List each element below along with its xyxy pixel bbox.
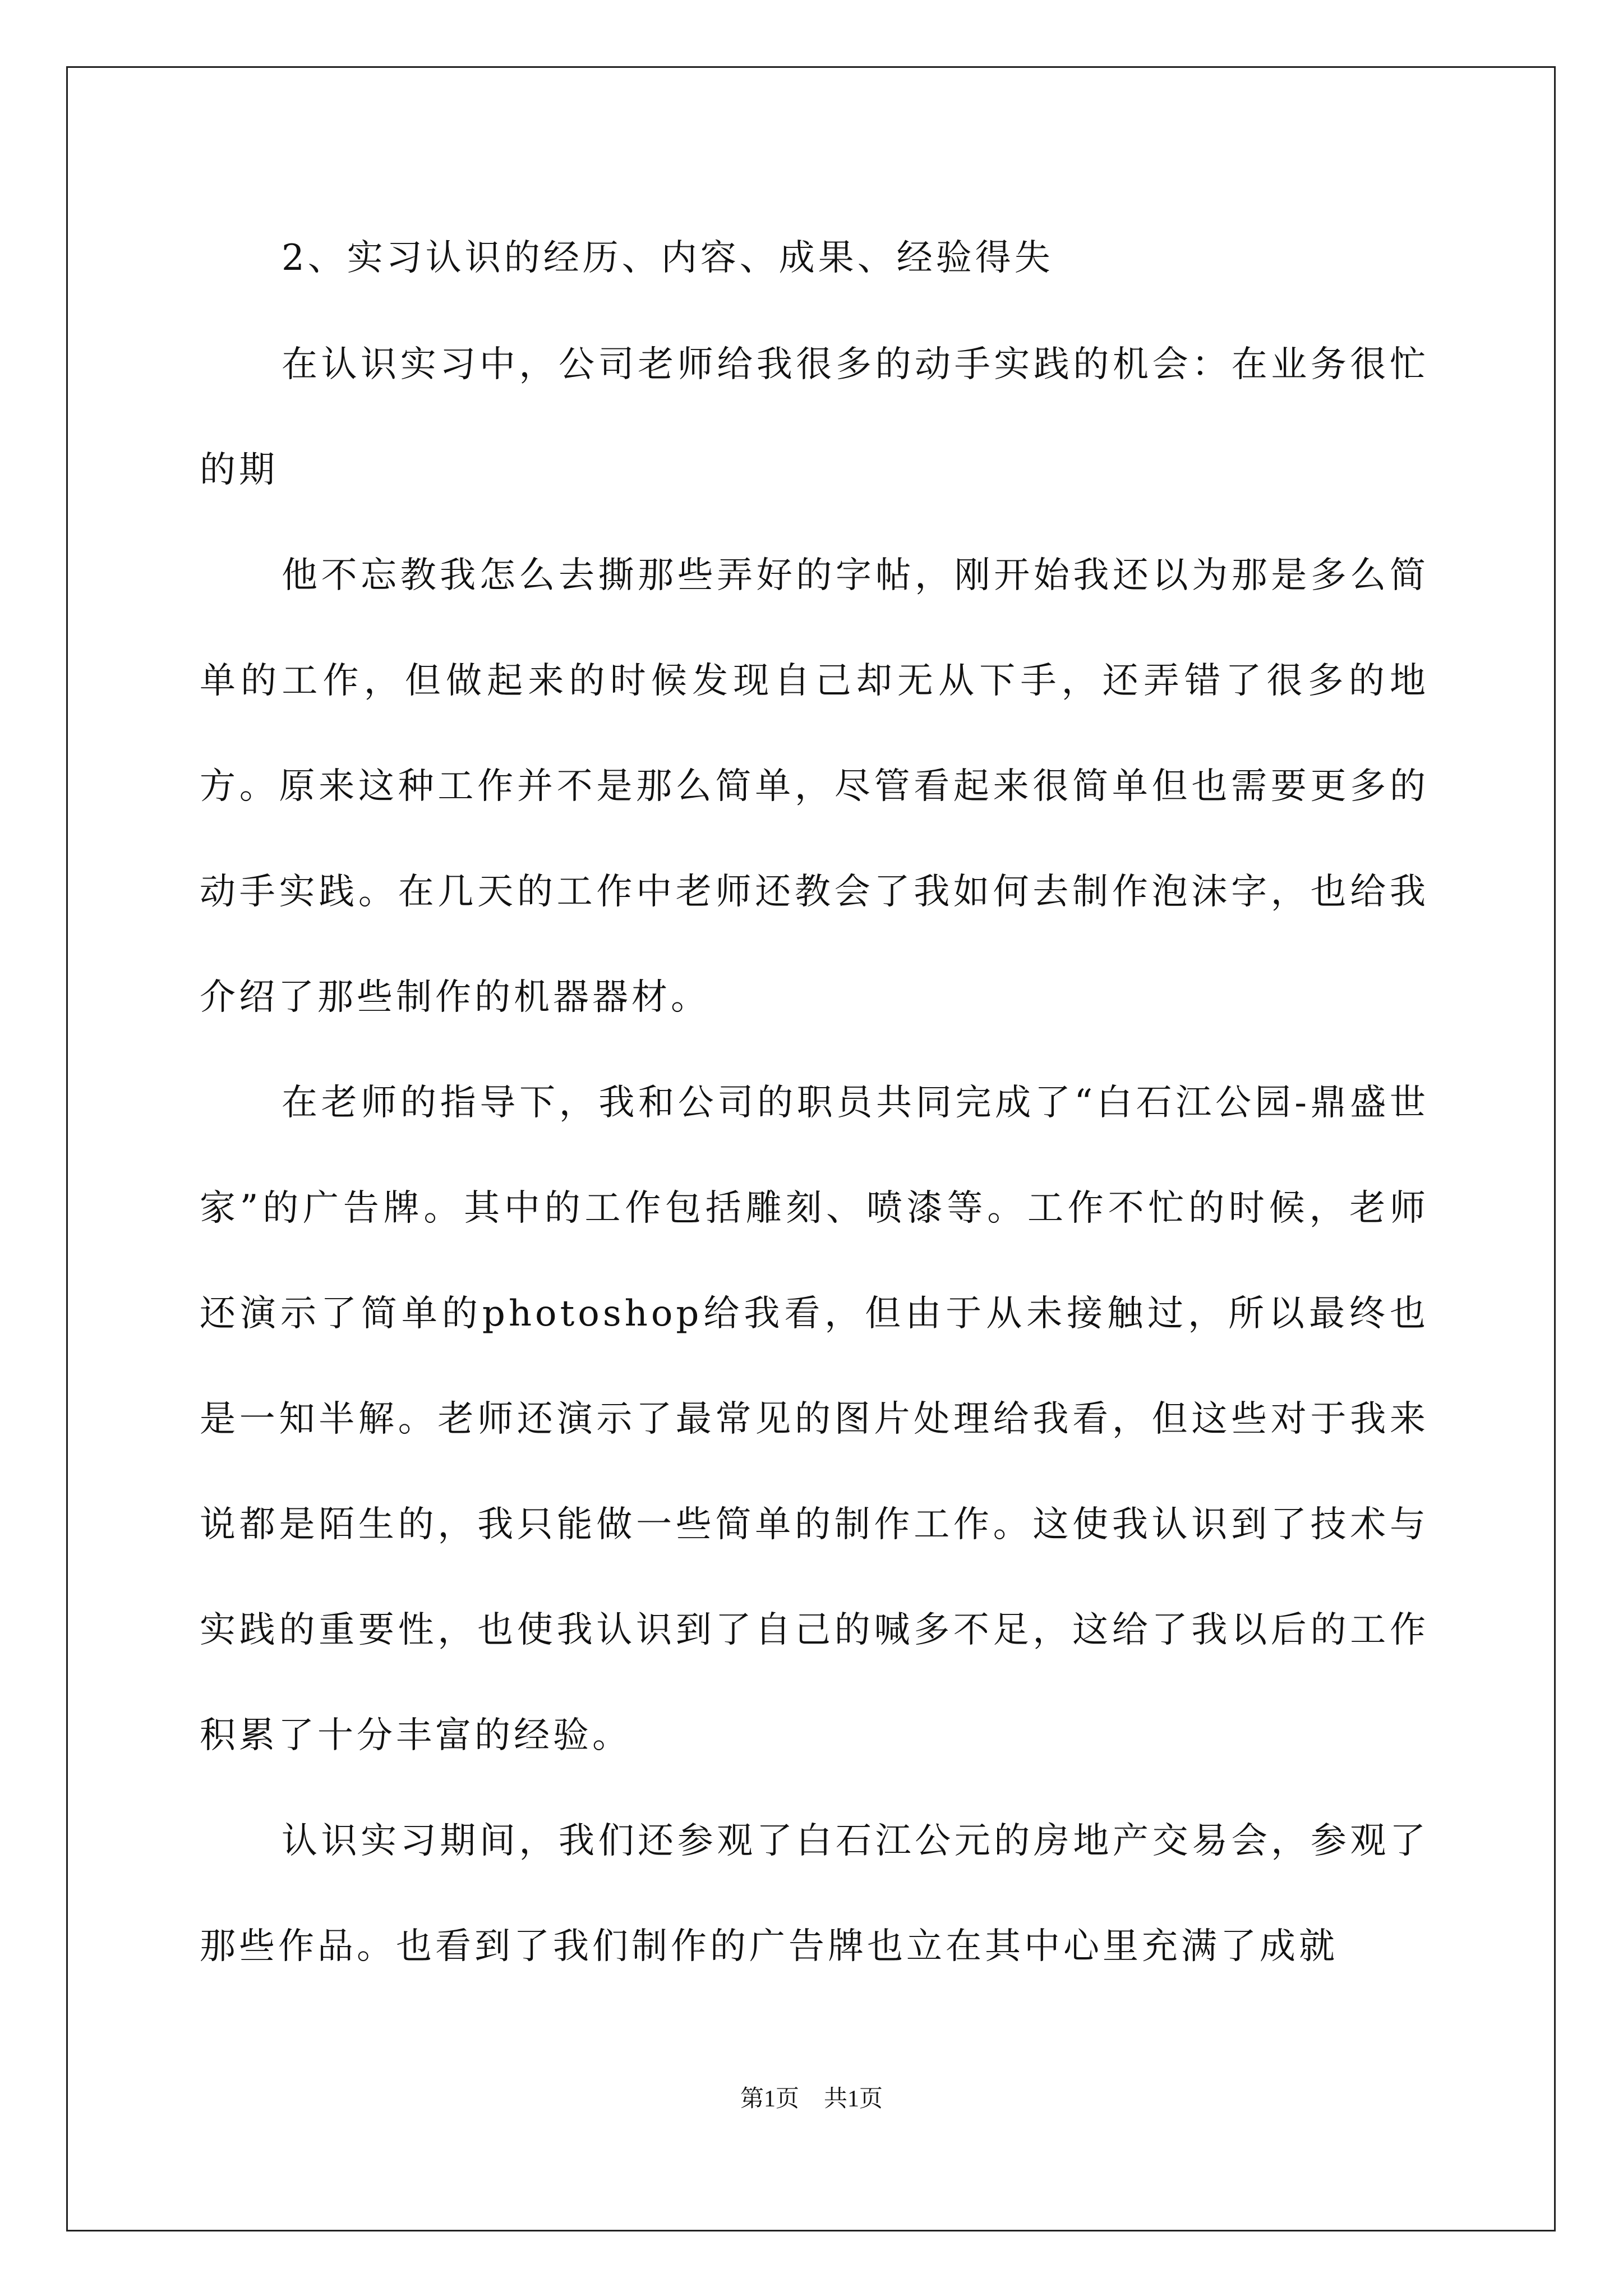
- paragraph-2: 他不忘教我怎么去撕那些弄好的字帖，刚开始我还以为那是多么简单的工作，但做起来的时候发现自己却无从下手，还弄错了很多的地方。原来这种工作并不是那么简单，尽管看起来很简单但也需要更多的动手实践。在几天的工作中老师还教会了我如何去制作泡沫字，也给我介绍了那些制作的机器器材。: [200, 555, 1429, 1018]
- page-total: 共1页: [824, 2086, 883, 2112]
- paragraph-3: 在老师的指导下，我和公司的职员共同完成了“白石江公园-鼎盛世家”的广告牌。其中的工作包括雕刻、喷漆等。工作不忙的时候，老师还演示了简单的photoshop给我看，但由于从未接触过，所以最终也是一知半解。老师还演示了最常见的图片处理给我看，但这些对于我来说都是陌生的，我只能做一些简单的制作工作。这使我认识到了技术与实践的重要性，也使我认识到了自己的喊多不足，这给了我以后的工作积累了十分丰富的经验。: [200, 1082, 1429, 1756]
- page-footer: [0, 2080, 1623, 2114]
- page-number: 第1页: [740, 2086, 799, 2112]
- document-body: [200, 213, 1429, 1999]
- paragraph-4: 认识实习期间，我们还参观了白石江公元的房地产交易会，参观了那些作品。也看到了我们制作的广告牌也立在其中心里充满了成就: [200, 1820, 1429, 1967]
- section-heading: 2、实习认识的经历、内容、成果、经验得失: [282, 237, 1054, 279]
- paragraph-1: 在认识实习中，公司老师给我很多的动手实践的机会：在业务很忙的期: [200, 344, 1429, 491]
